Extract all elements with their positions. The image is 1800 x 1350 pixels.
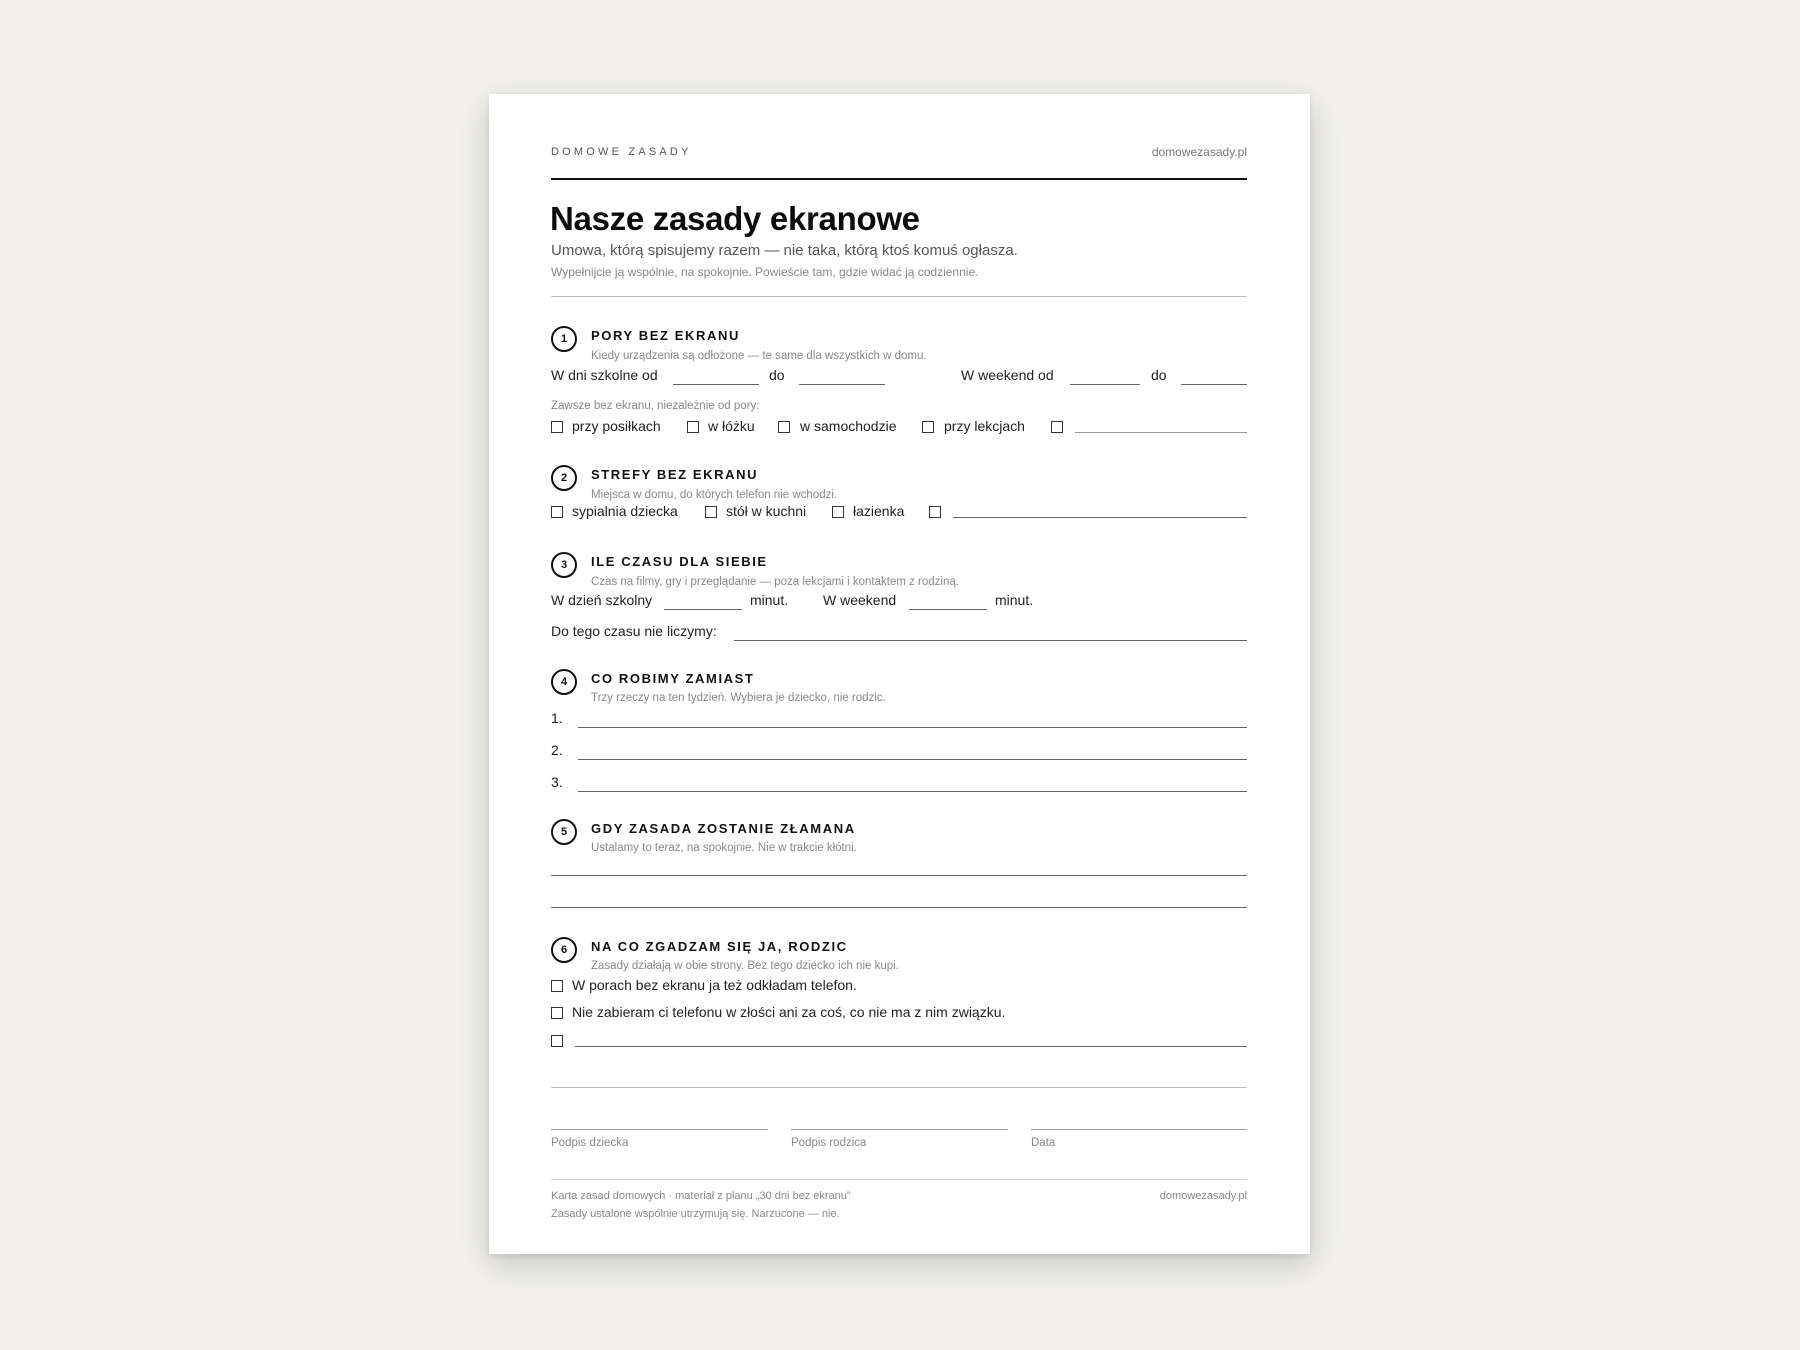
checkbox-bed[interactable] bbox=[687, 421, 699, 433]
option-homework: przy lekcjach bbox=[944, 418, 1025, 434]
section-1-number: 1 bbox=[551, 326, 577, 352]
section-4-title: CO ROBIMY ZAMIAST bbox=[591, 671, 755, 686]
section-6-number: 6 bbox=[551, 937, 577, 963]
alternative-1-number: 1. bbox=[551, 710, 563, 726]
alternative-3-number: 3. bbox=[551, 774, 563, 790]
not-counted-label: Do tego czasu nie liczymy: bbox=[551, 623, 717, 639]
school-to-label: do bbox=[769, 367, 785, 383]
consequence-line-2[interactable] bbox=[551, 907, 1247, 908]
weekend-to-label: do bbox=[1151, 367, 1167, 383]
always-no-screen-label: Zawsze bez ekranu, niezależnie od pory: bbox=[551, 400, 760, 412]
checkbox-parent-no-confiscation[interactable] bbox=[551, 1007, 563, 1019]
page-subtitle: Umowa, którą spisujemy razem — nie taka, którą ktoś komuś ogłasza. bbox=[551, 242, 1018, 259]
parent-signature-field[interactable] bbox=[791, 1129, 1008, 1130]
section-1-title: PORY BEZ EKRANU bbox=[591, 328, 740, 343]
checkbox-parent-phone-down[interactable] bbox=[551, 980, 563, 992]
school-from-field[interactable] bbox=[673, 384, 759, 385]
section-3-title: ILE CZASU DLA SIEBIE bbox=[591, 554, 768, 569]
option-car: w samochodzie bbox=[800, 418, 897, 434]
parent-signature-label: Podpis rodzica bbox=[791, 1137, 867, 1149]
checkbox-kitchen-table[interactable] bbox=[705, 506, 717, 518]
checkbox-custom-time[interactable] bbox=[1051, 421, 1063, 433]
header-divider bbox=[551, 178, 1247, 180]
section-4-number: 4 bbox=[551, 669, 577, 695]
section-2-desc: Miejsca w domu, do których telefon nie wchodzi. bbox=[591, 489, 838, 501]
weekend-minutes-field[interactable] bbox=[909, 609, 987, 610]
school-day-minutes-label: minut. bbox=[750, 592, 789, 608]
school-day-minutes-field[interactable] bbox=[664, 609, 742, 610]
custom-zone-field[interactable] bbox=[953, 517, 1247, 518]
alternative-2-field[interactable] bbox=[578, 759, 1247, 760]
custom-time-field[interactable] bbox=[1075, 432, 1247, 433]
school-day-label: W dzień szkolny bbox=[551, 592, 653, 608]
date-label: Data bbox=[1031, 1137, 1056, 1149]
date-field[interactable] bbox=[1031, 1129, 1247, 1130]
weekend-from-label: W weekend od bbox=[961, 367, 1054, 383]
weekend-to-field[interactable] bbox=[1181, 384, 1247, 385]
alternative-3-field[interactable] bbox=[578, 791, 1247, 792]
rules-sheet bbox=[489, 94, 1310, 1254]
checkbox-homework[interactable] bbox=[922, 421, 934, 433]
parent-custom-field[interactable] bbox=[575, 1046, 1247, 1047]
site-url-top: domowezasady.pl bbox=[1151, 145, 1247, 159]
brand-label: DOMOWE ZASADY bbox=[551, 146, 692, 158]
not-counted-field[interactable] bbox=[734, 640, 1247, 641]
weekend-label: W weekend bbox=[823, 592, 897, 608]
weekend-minutes-label: minut. bbox=[995, 592, 1034, 608]
section-3-number: 3 bbox=[551, 552, 577, 578]
option-meals: przy posiłkach bbox=[572, 418, 661, 434]
parent-promise-1: W porach bez ekranu ja też odkładam telefon. bbox=[572, 977, 857, 993]
footer-divider bbox=[551, 1179, 1247, 1180]
option-bathroom: łazienka bbox=[853, 503, 905, 519]
footer-line-1: Karta zasad domowych · materiał z planu „30 dni bez ekranu” bbox=[551, 1190, 851, 1202]
section-5-title: GDY ZASADA ZOSTANIE ZŁAMANA bbox=[591, 821, 856, 836]
section-6-title: NA CO ZGADZAM SIĘ JA, RODZIC bbox=[591, 939, 848, 954]
section-3-desc: Czas na filmy, gry i przeglądanie — poza lekcjami i kontaktem z rodziną. bbox=[591, 576, 959, 588]
weekend-from-field[interactable] bbox=[1070, 384, 1140, 385]
school-days-from-label: W dni szkolne od bbox=[551, 367, 658, 383]
page-instructions: Wypełnijcie ją wspólnie, na spokojnie. Powieście tam, gdzie widać ją codziennie. bbox=[551, 265, 979, 279]
footer-line-2: Zasady ustalone wspólnie utrzymują się. Narzucone — nie. bbox=[551, 1208, 840, 1220]
page-title: Nasze zasady ekranowe bbox=[550, 200, 920, 237]
section-1-desc: Kiedy urządzenia są odłożone — te same dla wszystkich w domu. bbox=[591, 350, 927, 362]
section-2-title: STREFY BEZ EKRANU bbox=[591, 467, 759, 482]
checkbox-parent-custom[interactable] bbox=[551, 1035, 563, 1047]
checkbox-car[interactable] bbox=[778, 421, 790, 433]
section-6-desc: Zasady działają w obie strony. Bez tego dziecko ich nie kupi. bbox=[591, 960, 899, 972]
school-to-field[interactable] bbox=[799, 384, 885, 385]
section-4-desc: Trzy rzeczy na ten tydzień. Wybiera je dziecko, nie rodzic. bbox=[591, 692, 886, 704]
section-2-number: 2 bbox=[551, 465, 577, 491]
alternative-1-field[interactable] bbox=[578, 727, 1247, 728]
checkbox-bathroom[interactable] bbox=[832, 506, 844, 518]
checkbox-custom-zone[interactable] bbox=[929, 506, 941, 518]
checkbox-meals[interactable] bbox=[551, 421, 563, 433]
parent-promise-2: Nie zabieram ci telefonu w złości ani za coś, co nie ma z nim związku. bbox=[572, 1004, 1006, 1020]
consequence-line-1[interactable] bbox=[551, 875, 1247, 876]
section-5-desc: Ustalamy to teraz, na spokojnie. Nie w trakcie kłótni. bbox=[591, 842, 857, 854]
intro-divider bbox=[551, 296, 1247, 297]
footer-site-url: domowezasady.pl bbox=[1159, 1190, 1247, 1202]
option-child-bedroom: sypialnia dziecka bbox=[572, 503, 678, 519]
option-bed: w łóżku bbox=[708, 418, 755, 434]
child-signature-field[interactable] bbox=[551, 1129, 768, 1130]
checkbox-child-bedroom[interactable] bbox=[551, 506, 563, 518]
section-5-number: 5 bbox=[551, 819, 577, 845]
option-kitchen-table: stół w kuchni bbox=[726, 503, 807, 519]
signature-divider bbox=[551, 1087, 1247, 1088]
child-signature-label: Podpis dziecka bbox=[551, 1137, 629, 1149]
alternative-2-number: 2. bbox=[551, 742, 563, 758]
